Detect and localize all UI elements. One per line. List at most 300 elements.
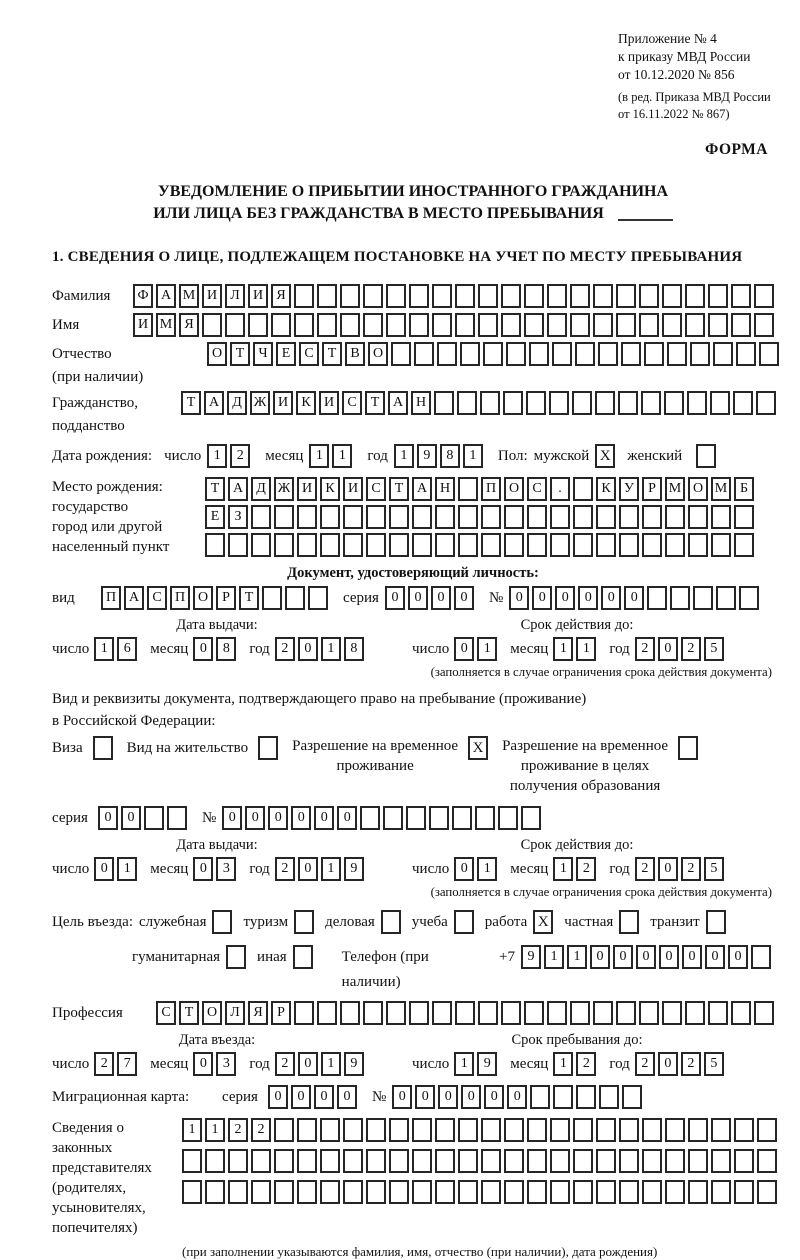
char-box[interactable]: К [596,477,616,501]
char-box[interactable]: 1 [477,857,497,881]
char-box[interactable]: З [228,505,248,529]
checkbox-transit[interactable] [706,910,726,934]
char-box[interactable] [320,1118,340,1142]
char-box[interactable] [688,1180,708,1204]
char-box[interactable] [274,1149,294,1173]
char-box[interactable] [406,806,426,830]
checkbox-visa[interactable] [93,736,113,760]
char-box[interactable]: 0 [636,945,656,969]
char-box[interactable] [294,313,314,337]
char-box[interactable]: 0 [705,945,725,969]
char-box[interactable] [754,284,774,308]
char-box[interactable] [642,1118,662,1142]
char-box[interactable] [708,313,728,337]
char-box[interactable]: И [319,391,339,415]
char-box[interactable]: Ф [133,284,153,308]
char-box[interactable] [274,1180,294,1204]
char-box[interactable]: 0 [682,945,702,969]
char-box[interactable]: 2 [275,1052,295,1076]
char-box[interactable] [665,533,685,557]
char-box[interactable] [685,1001,705,1025]
char-box[interactable]: У [619,477,639,501]
char-box[interactable]: 0 [431,586,451,610]
char-box[interactable] [647,586,667,610]
char-box[interactable] [225,313,245,337]
char-box[interactable] [481,505,501,529]
char-box[interactable] [754,313,774,337]
char-box[interactable] [343,505,363,529]
char-box[interactable]: А [204,391,224,415]
char-box[interactable] [389,533,409,557]
char-box[interactable] [596,505,616,529]
char-box[interactable]: П [481,477,501,501]
char-box[interactable]: 1 [207,444,227,468]
char-box[interactable] [595,391,615,415]
char-box[interactable] [596,1118,616,1142]
char-box[interactable]: И [343,477,363,501]
char-box[interactable]: Т [230,342,250,366]
char-box[interactable] [455,1001,475,1025]
char-box[interactable]: И [248,284,268,308]
char-box[interactable]: Р [271,1001,291,1025]
char-box[interactable]: 0 [245,806,265,830]
char-box[interactable] [616,313,636,337]
char-box[interactable]: 1 [576,637,596,661]
char-box[interactable]: С [342,391,362,415]
char-box[interactable] [596,1180,616,1204]
char-box[interactable]: 7 [117,1052,137,1076]
checkbox-business[interactable] [381,910,401,934]
char-box[interactable] [363,313,383,337]
char-box[interactable] [708,1001,728,1025]
char-box[interactable]: 0 [555,586,575,610]
char-box[interactable]: Н [435,477,455,501]
char-box[interactable]: 1 [567,945,587,969]
char-box[interactable] [685,284,705,308]
char-box[interactable] [343,1149,363,1173]
char-box[interactable] [475,806,495,830]
char-box[interactable]: 0 [728,945,748,969]
char-box[interactable]: Т [322,342,342,366]
char-box[interactable]: Т [179,1001,199,1025]
char-box[interactable] [343,1118,363,1142]
char-box[interactable] [711,1149,731,1173]
char-box[interactable] [457,391,477,415]
char-box[interactable]: 2 [576,857,596,881]
char-box[interactable] [550,1149,570,1173]
char-box[interactable] [366,505,386,529]
char-box[interactable]: Е [205,505,225,529]
char-box[interactable]: 2 [94,1052,114,1076]
checkbox-work[interactable]: X [533,910,553,934]
char-box[interactable] [616,284,636,308]
char-box[interactable]: 1 [544,945,564,969]
char-box[interactable]: Р [642,477,662,501]
char-box[interactable] [688,1149,708,1173]
char-box[interactable]: О [207,342,227,366]
char-box[interactable] [524,313,544,337]
char-box[interactable]: 1 [477,637,497,661]
char-box[interactable] [389,1118,409,1142]
char-box[interactable]: 0 [415,1085,435,1109]
char-box[interactable] [478,313,498,337]
char-box[interactable] [435,1149,455,1173]
char-box[interactable] [458,477,478,501]
char-box[interactable] [710,391,730,415]
char-box[interactable]: 0 [385,586,405,610]
char-box[interactable]: И [202,284,222,308]
char-box[interactable]: 0 [337,1085,357,1109]
char-box[interactable] [670,586,690,610]
char-box[interactable]: . [550,477,570,501]
char-box[interactable]: 2 [681,1052,701,1076]
char-box[interactable]: Р [216,586,236,610]
char-box[interactable] [756,391,776,415]
char-box[interactable] [754,1001,774,1025]
char-box[interactable]: М [179,284,199,308]
char-box[interactable] [731,284,751,308]
char-box[interactable] [598,342,618,366]
char-box[interactable]: О [202,1001,222,1025]
char-box[interactable] [664,391,684,415]
char-box[interactable]: 0 [298,637,318,661]
char-box[interactable]: Я [179,313,199,337]
char-box[interactable]: 3 [216,1052,236,1076]
char-box[interactable]: И [297,477,317,501]
char-box[interactable]: М [156,313,176,337]
char-box[interactable]: 0 [193,637,213,661]
char-box[interactable]: 0 [507,1085,527,1109]
char-box[interactable] [665,505,685,529]
char-box[interactable] [435,1180,455,1204]
char-box[interactable] [708,284,728,308]
char-box[interactable] [481,533,501,557]
char-box[interactable]: 0 [268,806,288,830]
char-box[interactable]: С [366,477,386,501]
char-box[interactable] [622,1085,642,1109]
char-box[interactable] [389,1180,409,1204]
char-box[interactable] [667,342,687,366]
char-box[interactable] [498,806,518,830]
char-box[interactable] [271,313,291,337]
char-box[interactable] [757,1180,777,1204]
char-box[interactable] [481,1118,501,1142]
char-box[interactable]: К [320,477,340,501]
char-box[interactable]: 0 [438,1085,458,1109]
char-box[interactable]: 1 [117,857,137,881]
char-box[interactable] [593,284,613,308]
char-box[interactable] [504,505,524,529]
char-box[interactable] [437,342,457,366]
char-box[interactable]: Я [271,284,291,308]
char-box[interactable]: 0 [193,1052,213,1076]
char-box[interactable]: 9 [521,945,541,969]
char-box[interactable] [429,806,449,830]
char-box[interactable] [736,342,756,366]
char-box[interactable] [716,586,736,610]
char-box[interactable]: 0 [98,806,118,830]
char-box[interactable]: 1 [205,1118,225,1142]
char-box[interactable] [665,1180,685,1204]
char-box[interactable]: 9 [344,1052,364,1076]
char-box[interactable] [642,1149,662,1173]
char-box[interactable]: 0 [222,806,242,830]
char-box[interactable] [340,1001,360,1025]
char-box[interactable] [360,806,380,830]
char-box[interactable] [391,342,411,366]
checkbox-study[interactable] [454,910,474,934]
char-box[interactable] [573,1118,593,1142]
char-box[interactable]: И [133,313,153,337]
char-box[interactable] [478,1001,498,1025]
char-box[interactable] [480,391,500,415]
char-box[interactable] [503,391,523,415]
char-box[interactable] [294,284,314,308]
char-box[interactable] [366,1118,386,1142]
char-box[interactable] [593,313,613,337]
char-box[interactable] [458,1149,478,1173]
char-box[interactable] [506,342,526,366]
char-box[interactable]: 0 [121,806,141,830]
char-box[interactable]: Ч [253,342,273,366]
char-box[interactable]: 0 [509,586,529,610]
char-box[interactable]: С [299,342,319,366]
char-box[interactable]: 0 [484,1085,504,1109]
char-box[interactable] [248,313,268,337]
char-box[interactable] [550,533,570,557]
char-box[interactable] [320,1180,340,1204]
char-box[interactable] [383,806,403,830]
char-box[interactable] [504,1180,524,1204]
char-box[interactable] [573,1149,593,1173]
char-box[interactable] [642,505,662,529]
char-box[interactable] [526,391,546,415]
char-box[interactable] [366,533,386,557]
char-box[interactable] [228,1149,248,1173]
char-box[interactable] [521,806,541,830]
char-box[interactable] [690,342,710,366]
char-box[interactable]: 1 [94,637,114,661]
char-box[interactable]: М [711,477,731,501]
char-box[interactable]: М [665,477,685,501]
char-box[interactable]: С [156,1001,176,1025]
char-box[interactable] [435,1118,455,1142]
char-box[interactable]: Т [389,477,409,501]
char-box[interactable]: 0 [298,857,318,881]
char-box[interactable] [688,533,708,557]
char-box[interactable] [687,391,707,415]
char-box[interactable] [320,505,340,529]
char-box[interactable] [711,1118,731,1142]
char-box[interactable] [711,505,731,529]
char-box[interactable] [731,1001,751,1025]
char-box[interactable]: 1 [553,857,573,881]
char-box[interactable] [501,313,521,337]
char-box[interactable] [734,1180,754,1204]
char-box[interactable] [524,284,544,308]
char-box[interactable]: П [170,586,190,610]
char-box[interactable] [596,533,616,557]
char-box[interactable] [734,505,754,529]
char-box[interactable]: 2 [635,637,655,661]
char-box[interactable]: 0 [268,1085,288,1109]
char-box[interactable]: О [688,477,708,501]
char-box[interactable] [731,313,751,337]
char-box[interactable] [616,1001,636,1025]
char-box[interactable]: 6 [117,637,137,661]
char-box[interactable]: 0 [314,1085,334,1109]
char-box[interactable] [550,505,570,529]
char-box[interactable]: О [193,586,213,610]
char-box[interactable] [573,533,593,557]
char-box[interactable]: Я [248,1001,268,1025]
char-box[interactable] [412,533,432,557]
char-box[interactable] [504,1149,524,1173]
char-box[interactable] [527,1118,547,1142]
char-box[interactable] [527,1149,547,1173]
char-box[interactable]: 0 [193,857,213,881]
char-box[interactable]: 0 [578,586,598,610]
char-box[interactable] [757,1149,777,1173]
char-box[interactable] [308,586,328,610]
char-box[interactable] [642,1180,662,1204]
char-box[interactable] [434,391,454,415]
char-box[interactable] [386,284,406,308]
char-box[interactable] [757,1118,777,1142]
char-box[interactable] [665,1149,685,1173]
char-box[interactable] [644,342,664,366]
char-box[interactable] [205,1149,225,1173]
char-box[interactable] [228,533,248,557]
char-box[interactable]: Л [225,1001,245,1025]
char-box[interactable] [734,1118,754,1142]
char-box[interactable] [458,1180,478,1204]
char-box[interactable] [751,945,771,969]
char-box[interactable] [759,342,779,366]
char-box[interactable]: О [368,342,388,366]
char-box[interactable]: 2 [251,1118,271,1142]
char-box[interactable] [688,1118,708,1142]
char-box[interactable] [734,1149,754,1173]
char-box[interactable] [481,1149,501,1173]
char-box[interactable] [340,284,360,308]
char-box[interactable]: 0 [408,586,428,610]
char-box[interactable] [642,533,662,557]
char-box[interactable] [504,1118,524,1142]
char-box[interactable] [458,505,478,529]
char-box[interactable] [343,1180,363,1204]
char-box[interactable] [202,313,222,337]
char-box[interactable] [205,533,225,557]
char-box[interactable] [435,533,455,557]
char-box[interactable]: 0 [658,1052,678,1076]
char-box[interactable]: Т [239,586,259,610]
char-box[interactable]: 5 [704,1052,724,1076]
char-box[interactable] [527,1180,547,1204]
char-box[interactable] [481,1180,501,1204]
char-box[interactable] [251,1180,271,1204]
char-box[interactable] [294,1001,314,1025]
char-box[interactable]: Л [225,284,245,308]
char-box[interactable]: 1 [454,1052,474,1076]
char-box[interactable] [688,505,708,529]
char-box[interactable] [458,533,478,557]
char-box[interactable]: Д [251,477,271,501]
char-box[interactable] [320,533,340,557]
char-box[interactable] [144,806,164,830]
char-box[interactable] [297,533,317,557]
char-box[interactable] [527,505,547,529]
char-box[interactable]: 2 [228,1118,248,1142]
char-box[interactable] [317,1001,337,1025]
checkbox-private[interactable] [619,910,639,934]
char-box[interactable] [478,284,498,308]
char-box[interactable] [389,505,409,529]
char-box[interactable]: Ж [274,477,294,501]
char-box[interactable]: 9 [417,444,437,468]
char-box[interactable] [412,505,432,529]
char-box[interactable] [639,313,659,337]
char-box[interactable] [501,1001,521,1025]
char-box[interactable]: 1 [394,444,414,468]
char-box[interactable]: 2 [681,637,701,661]
char-box[interactable]: А [228,477,248,501]
char-box[interactable]: 1 [321,1052,341,1076]
char-box[interactable] [662,1001,682,1025]
char-box[interactable]: 0 [454,637,474,661]
char-box[interactable] [573,505,593,529]
char-box[interactable] [412,1149,432,1173]
char-box[interactable] [297,1149,317,1173]
char-box[interactable] [739,586,759,610]
char-box[interactable] [529,342,549,366]
char-box[interactable] [641,391,661,415]
char-box[interactable]: 1 [182,1118,202,1142]
char-box[interactable] [414,342,434,366]
char-box[interactable] [547,284,567,308]
checkbox-other[interactable] [293,945,313,969]
char-box[interactable] [366,1149,386,1173]
checkbox-tourism[interactable] [294,910,314,934]
char-box[interactable]: 0 [613,945,633,969]
char-box[interactable] [550,1118,570,1142]
char-box[interactable] [711,1180,731,1204]
char-box[interactable]: Т [205,477,225,501]
checkbox-humanitarian[interactable] [226,945,246,969]
char-box[interactable]: 0 [94,857,114,881]
char-box[interactable]: 8 [440,444,460,468]
char-box[interactable] [363,1001,383,1025]
char-box[interactable] [593,1001,613,1025]
char-box[interactable]: 0 [392,1085,412,1109]
char-box[interactable] [572,391,592,415]
char-box[interactable]: 2 [275,637,295,661]
char-box[interactable] [432,1001,452,1025]
char-box[interactable]: 0 [314,806,334,830]
char-box[interactable] [458,1118,478,1142]
char-box[interactable] [685,313,705,337]
char-box[interactable]: 2 [576,1052,596,1076]
char-box[interactable]: 2 [635,1052,655,1076]
char-box[interactable] [619,1180,639,1204]
char-box[interactable] [297,1180,317,1204]
char-box[interactable]: 1 [321,637,341,661]
char-box[interactable] [452,806,472,830]
checkbox-temporary-residence-permit[interactable]: X [468,736,488,760]
char-box[interactable]: А [412,477,432,501]
char-box[interactable] [455,284,475,308]
char-box[interactable]: 0 [337,806,357,830]
